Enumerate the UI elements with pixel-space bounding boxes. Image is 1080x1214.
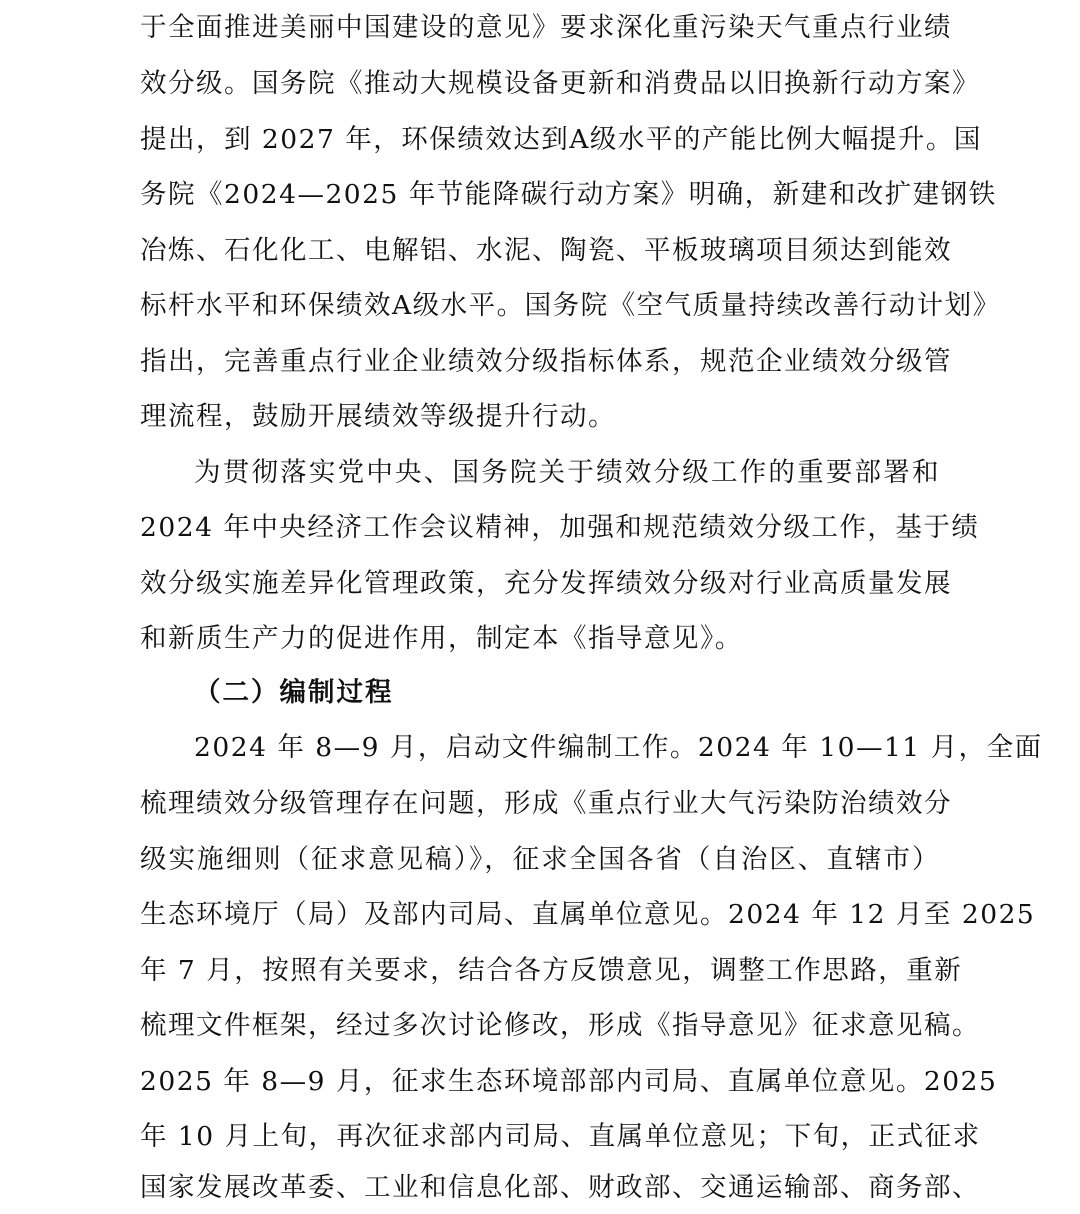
paragraph-line: 为贯彻落实党中央、国务院关于绩效分级工作的重要部署和 xyxy=(194,457,940,488)
paragraph-line: 于全面推进美丽中国建设的意见》要求深化重污染天气重点行业绩 xyxy=(140,12,952,43)
paragraph-line: 2025 年 8—9 月，征求生态环境部部内司局、直属单位意见。2025 xyxy=(140,1066,998,1097)
paragraph-line: 年 7 月，按照有关要求，结合各方反馈意见，调整工作思路，重新 xyxy=(140,955,963,986)
paragraph-line: 指出，完善重点行业企业绩效分级指标体系，规范企业绩效分级管 xyxy=(140,346,952,377)
paragraph-line: 梳理文件框架，经过多次讨论修改，形成《指导意见》征求意见稿。 xyxy=(140,1010,980,1041)
paragraph-line: 效分级。国务院《推动大规模设备更新和消费品以旧换新行动方案》 xyxy=(140,68,980,99)
paragraph-line: 效分级实施差异化管理政策，充分发挥绩效分级对行业高质量发展 xyxy=(140,568,952,599)
paragraph-line: 标杆水平和环保绩效A级水平。国务院《空气质量持续改善行动计划》 xyxy=(140,290,1001,321)
paragraph-line: 梳理绩效分级管理存在问题，形成《重点行业大气污染防治绩效分 xyxy=(140,788,952,819)
paragraph-line: 冶炼、石化化工、电解铝、水泥、陶瓷、平板玻璃项目须达到能效 xyxy=(140,235,952,266)
paragraph-line: 级实施细则（征求意见稿）》，征求全国各省（自治区、直辖市） xyxy=(140,844,940,875)
paragraph-line: 务院《2024—2025 年节能降碳行动方案》明确，新建和改扩建钢铁 xyxy=(140,179,997,210)
paragraph-line: 2024 年 8—9 月，启动文件编制工作。2024 年 10—11 月，全面 xyxy=(194,732,1043,763)
paragraph-line: 提出，到 2027 年，环保绩效达到A级水平的产能比例大幅提升。国 xyxy=(140,124,982,155)
paragraph-line: 生态环境厅（局）及部内司局、直属单位意见。2024 年 12 月至 2025 xyxy=(140,899,1036,930)
paragraph-line: 理流程，鼓励开展绩效等级提升行动。 xyxy=(140,401,616,432)
section-heading: （二）编制过程 xyxy=(194,677,394,708)
paragraph-line: 和新质生产力的促进作用，制定本《指导意见》。 xyxy=(140,623,743,654)
paragraph-line: 年 10 月上旬，再次征求部内司局、直属单位意见；下旬，正式征求 xyxy=(140,1121,981,1152)
paragraph-line: 2024 年中央经济工作会议精神，加强和规范绩效分级工作，基于绩 xyxy=(140,512,980,543)
paragraph-line: 国家发展改革委、工业和信息化部、财政部、交通运输部、商务部、 xyxy=(140,1172,980,1203)
